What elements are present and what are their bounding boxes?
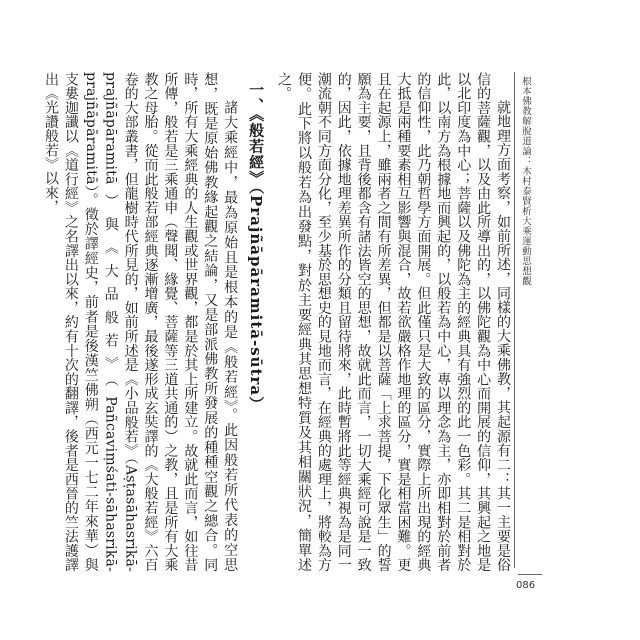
paragraph: 諸大乘經中，最為原始且是根本的是《般若經》。此因般若所代表的空思想，既是原始佛教緣起觀之結論，又是部派佛教所發展的種種空觀之總合。同時，所有大乘經典的人生觀或世界觀，都是於其上所建立。故就此而言，如往昔所傳，般若是三乘通申（聲聞、緣覺、菩薩等三道共通的）之教，且是所有大乘教之母胎。從而此般若部經典逐漸增廣，最後遂形成玄奘譯的《大般若經》六百卷的大部叢書，但龍樹時代所見的，如前所述是《小品般若》（Aṣṭasāhasrikā-prajñāpāramitā）與《大品般若》（Pañcaviṃśati-sāhasrikā-prajñāpāramitā）。徵於譯經史，前者是後漢竺佛朔（西元一七二年來華）與支婁迦讖以《道行經》之名譯出以來，約有十次的翻譯，後者是西晉的竺法護譯出《光讚般若》以來， (42, 72, 239, 572)
page-number: 086 (516, 580, 536, 591)
section-heading: 一、《般若經》（Prajñāpāramitā-sūtra） (247, 82, 266, 413)
body-text (42, 72, 512, 572)
running-head: 根本佛教解脫道論：木村泰賢析大乘運動思想觀 (520, 76, 531, 286)
header-rule (514, 72, 515, 568)
folio-rule (518, 574, 542, 575)
paragraph: 就地理方面考察，如前所述，同樣的大乘佛教，其起源有二：其一主要是俗信的菩薩觀，以及由此所導出的，以佛陀觀為中心而開展的信仰，其興起之地是以北印度為中心；菩薩以及佛陀為主的經典具有強烈的此一色彩。其二是相對於此，以南方為根據地而興起的，以般若為中心，專以理念為主，亦即相對於前者的信仰性，此乃朝哲學方面開展。但此僅只是大致的區分，實際上所出現的經典大抵是兩種要素相互影響與混合，故若欲嚴格作地理的區分，實是相當困難。更且在起源上，雖兩者之間有所差異，但都是以菩薩「上求菩提，下化眾生」的誓願為主要，且背後都含有諸法皆空的思想，故就此而言，一切大乘經可說是一致的，因此，依據地理差異所作的分類且留待將來，此時暫將此等經典視為是同一潮流朝不同方面分化，至少基於思想史的見地而言，在經典的處理上，將較為方便。此下將以般若為出發點，對於主要經典其思想特質及其相關狀況，簡單述之。 (276, 72, 511, 572)
